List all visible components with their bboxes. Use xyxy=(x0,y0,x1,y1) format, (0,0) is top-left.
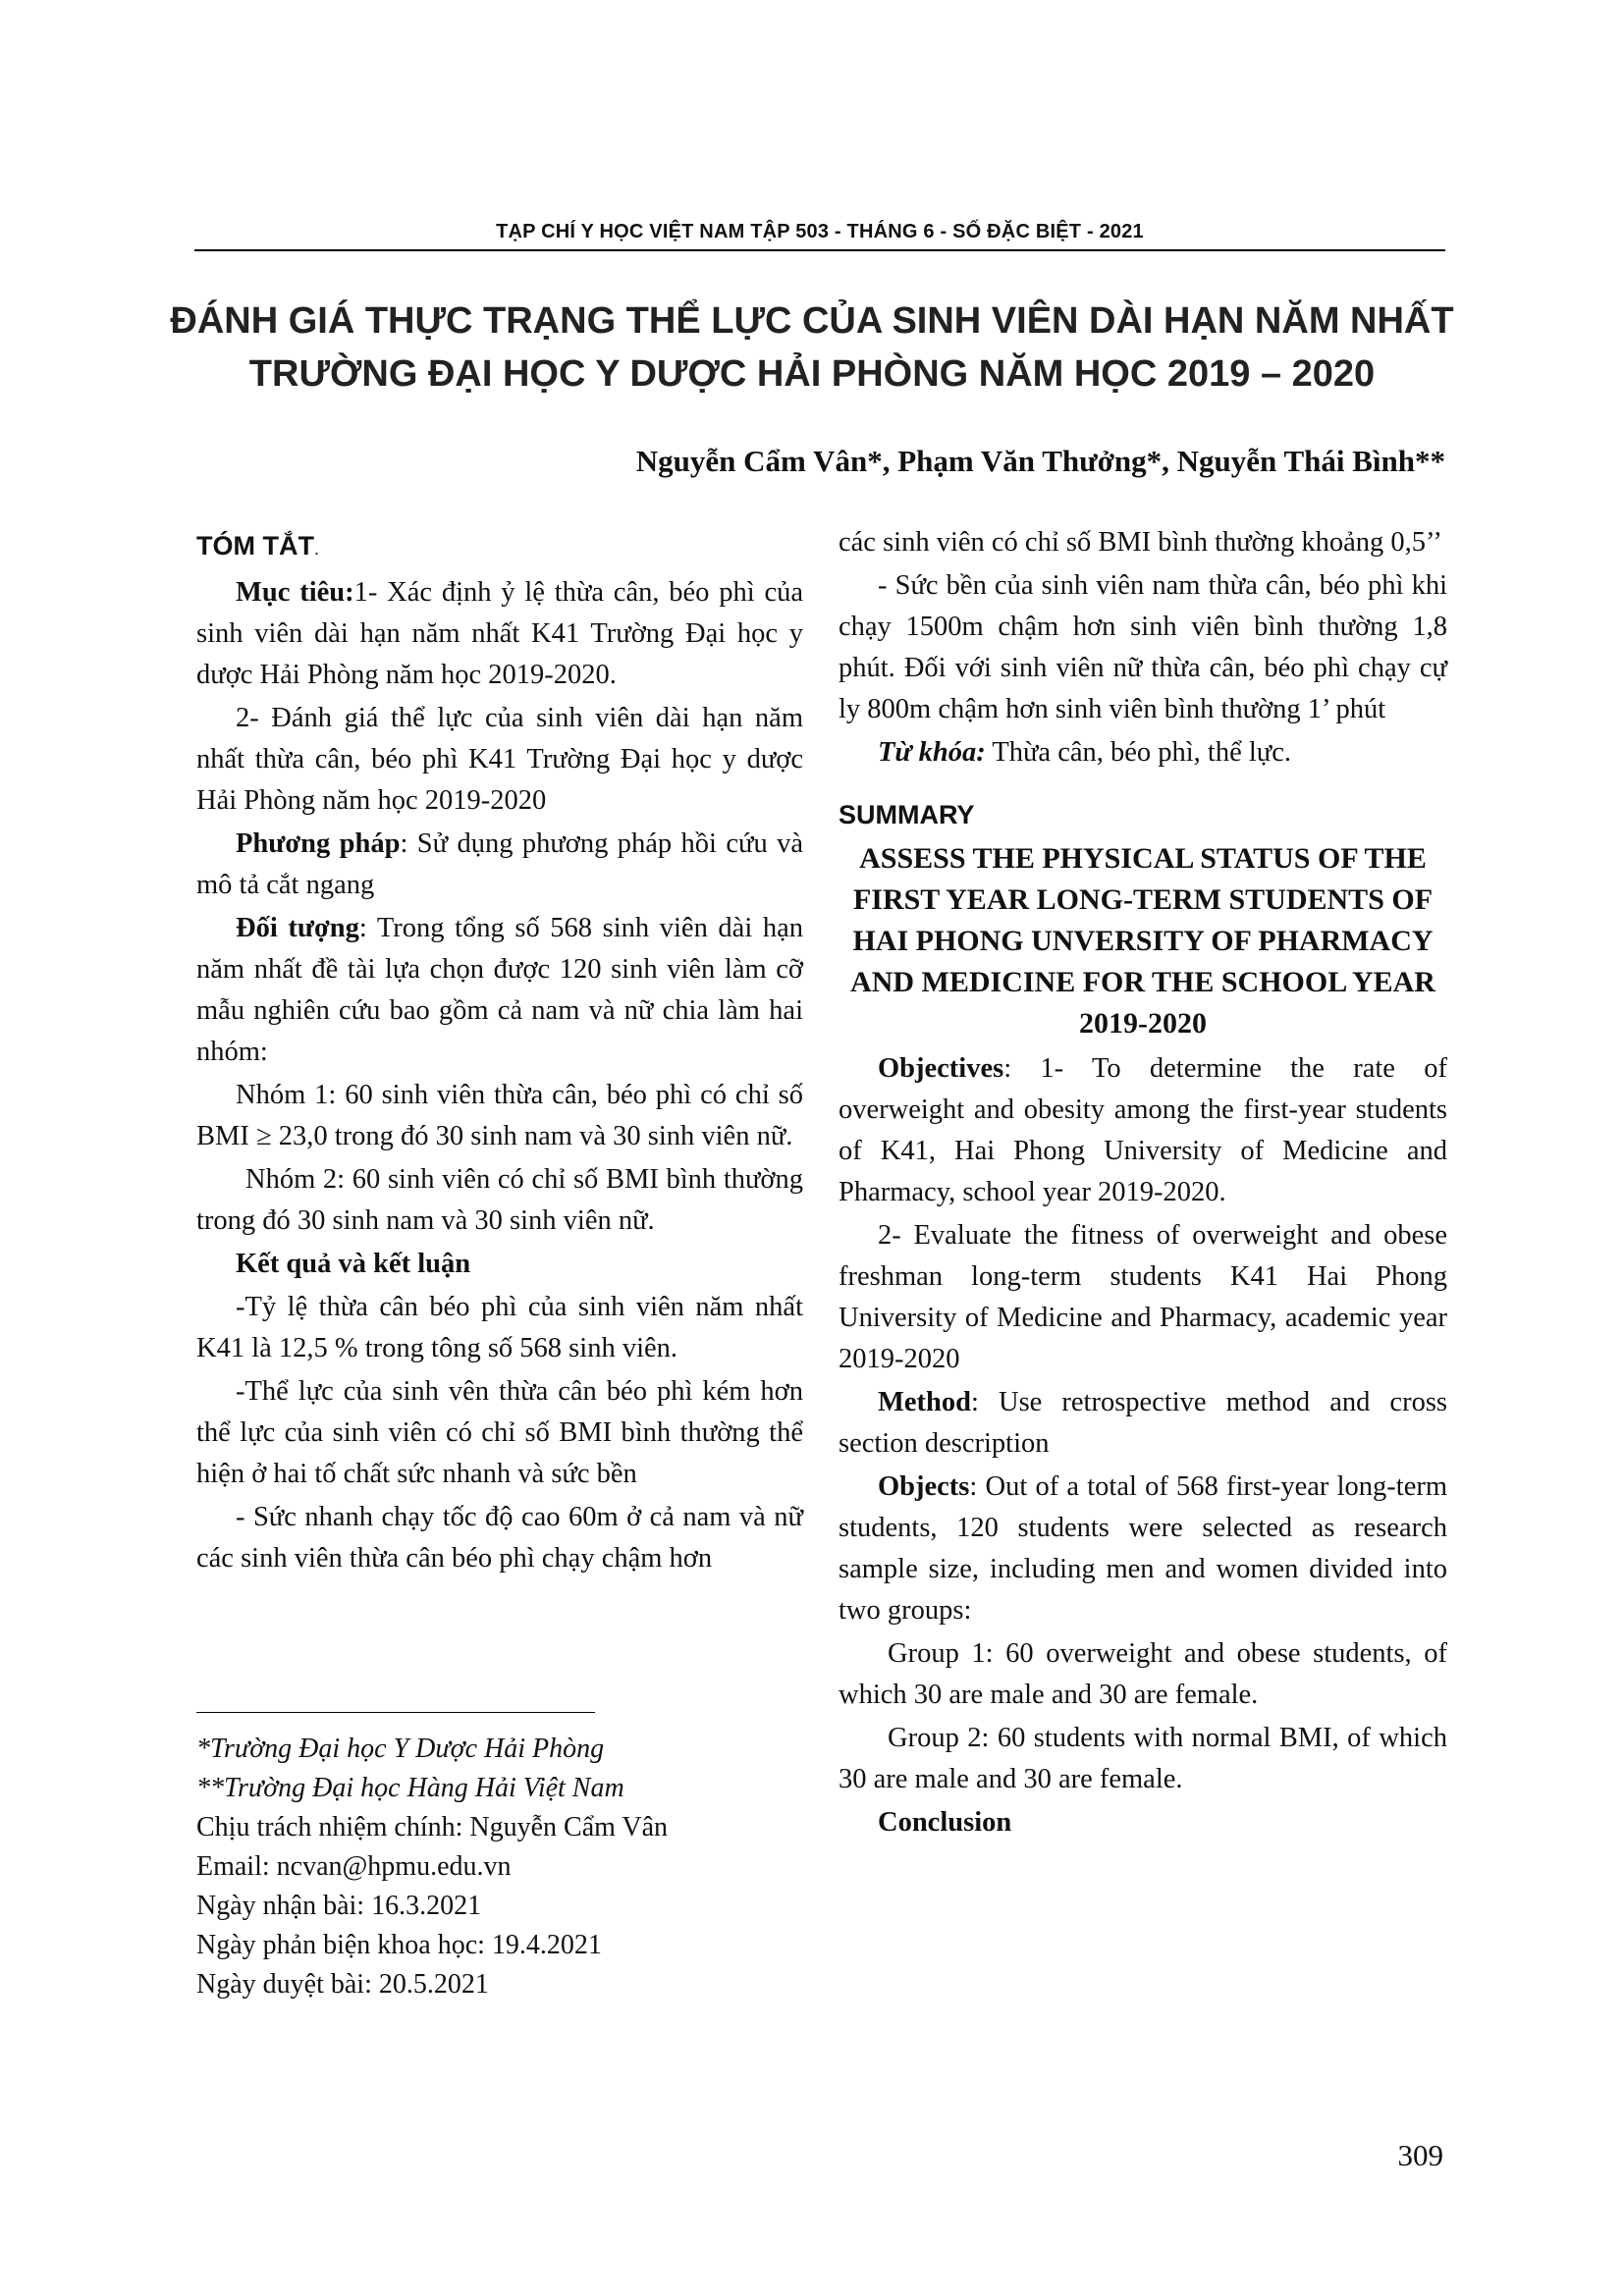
result-2-paragraph: -Thể lực của sinh vên thừa cân béo phì kém hơn thể lực của sinh viên có chỉ số BMI bình thường thể hiện ở hai tố chất sức nhanh và sức bền xyxy=(196,1376,803,1489)
summary-heading: SUMMARY xyxy=(839,800,975,829)
journal-header: TẠP CHÍ Y HỌC VIỆT NAM TẬP 503 - THÁNG 6 - SỐ ĐẶC BIỆT - 2021 xyxy=(194,221,1445,251)
author-list: Nguyễn Cẩm Vân*, Phạm Văn Thưởng*, Nguyễn Thái Bình** xyxy=(635,444,1445,478)
footnotes xyxy=(196,1730,884,2004)
objectives-label: Objectives xyxy=(878,1053,1004,1084)
objective-label: Mục tiêu: xyxy=(236,577,354,608)
objects-text: : Out of a total of 568 first-year long-term students, 120 students were selected as research sample size, including men and women divided into two groups: xyxy=(839,1471,1447,1626)
article-title xyxy=(157,294,1467,400)
author-email: Email: ncvan@hpmu.edu.vn xyxy=(196,1851,512,1882)
objectives-paragraph xyxy=(839,1048,1447,1213)
received-date: Ngày nhận bài: 16.3.2021 xyxy=(196,1891,482,1921)
group-2-paragraph: Nhóm 2: 60 sinh viên có chỉ số BMI bình thường trong đó 30 sinh nam và 30 sinh viên nữ. xyxy=(196,1164,803,1236)
subjects-label: Đối tượng xyxy=(236,913,359,943)
group-1-paragraph: Nhóm 1: 60 sinh viên thừa cân, béo phì có chỉ số BMI ≥ 23,0 trong đó 30 sinh nam và 30 sinh viên nữ. xyxy=(196,1080,803,1151)
result-3-paragraph: - Sức nhanh chạy tốc độ cao 60m ở cả nam và nữ các sinh viên thừa cân béo phì chạy chậm hơn xyxy=(196,1502,803,1574)
conclusion-label: Conclusion xyxy=(878,1807,1012,1838)
objective-2-paragraph: 2- Đánh giá thể lực của sinh viên dài hạn năm nhất thừa cân, béo phì K41 Trường Đại học y dược Hải Phòng năm học 2019-2020 xyxy=(196,703,803,816)
endurance-paragraph: - Sức bền của sinh viên nam thừa cân, béo phì khi chạy 1500m chậm hơn sinh viên bình thường 1,8 phút. Đối với sinh viên nữ thừa cân, béo phì chạy cự ly 800m chậm hơn sinh viên bình thường 1’ phút xyxy=(839,570,1447,724)
method-en-text: : Use retrospective method and cross section description xyxy=(839,1387,1447,1459)
corresponding-author: Chịu trách nhiệm chính: Nguyễn Cẩm Vân xyxy=(196,1812,669,1842)
group-2-en-paragraph: Group 2: 60 students with normal BMI, of which 30 are male and 30 are female. xyxy=(839,1723,1447,1794)
title-line-2: TRƯỜNG ĐẠI HỌC Y DƯỢC HẢI PHÒNG NĂM HỌC 2019 – 2020 xyxy=(248,353,1376,395)
abstract-heading-text: TÓM TẮT xyxy=(196,531,314,561)
method-en-label: Method xyxy=(878,1387,971,1417)
objective-paragraph xyxy=(196,572,803,696)
abstract-heading-dot: . xyxy=(313,539,319,559)
accepted-date: Ngày duyệt bài: 20.5.2021 xyxy=(196,1969,489,2000)
objective-text: 1- Xác định ỷ lệ thừa cân, béo phì của sinh viên dài hạn năm nhất K41 Trường Đại học y dược Hải Phòng năm học 2019-2020. xyxy=(196,577,803,690)
objects-paragraph xyxy=(839,1467,1447,1631)
affiliation-2: **Trường Đại học Hàng Hải Việt Nam xyxy=(196,1773,624,1803)
right-column xyxy=(839,522,1447,1845)
left-column xyxy=(196,522,803,1581)
page-number: 309 xyxy=(1397,2138,1443,2172)
result-1-paragraph: -Tỷ lệ thừa cân béo phì của sinh viên năm nhất K41 là 12,5 % trong tông số 568 sinh viên. xyxy=(196,1292,803,1363)
group-1-en-paragraph: Group 1: 60 overweight and obese students, of which 30 are male and 30 are female. xyxy=(839,1638,1447,1710)
method-label: Phương pháp xyxy=(236,828,401,859)
title-line-1: ĐÁNH GIÁ THỰC TRẠNG THỂ LỰC CỦA SINH VIÊN DÀI HẠN NĂM NHẤT xyxy=(170,300,1454,342)
method-text: : Sử dụng phương pháp hồi cứu và mô tả cắt ngang xyxy=(196,828,803,900)
method-paragraph xyxy=(196,824,803,906)
summary-title: ASSESS THE PHYSICAL STATUS OF THE FIRST YEAR LONG-TERM STUDENTS OF HAI PHONG UNVERSITY OF PHARMACY AND MEDICINE FOR THE SCHOOL YEAR 2019-2020 xyxy=(850,842,1435,1040)
keywords-label: Từ khóa: xyxy=(878,737,986,768)
keywords-text: Thừa cân, béo phì, thể lực. xyxy=(985,737,1292,768)
objects-label: Objects xyxy=(878,1471,970,1502)
results-label: Kết quả và kết luận xyxy=(236,1249,471,1279)
method-en-paragraph xyxy=(839,1382,1447,1465)
reviewed-date: Ngày phản biện khoa học: 19.4.2021 xyxy=(196,1930,602,1960)
subjects-text: : Trong tổng số 568 sinh viên dài hạn năm nhất đề tài lựa chọn được 120 sinh viên làm cỡ mẫu nghiên cứu bao gồm cả nam và nữ chia làm hai nhóm: xyxy=(196,913,803,1067)
objectives-text: : 1- To determine the rate of overweight and obesity among the first-year students of K41, Hai Phong University of Medicine and Pharmacy, school year 2019-2020. xyxy=(839,1053,1447,1207)
footnote-divider xyxy=(196,1712,595,1713)
objectives-2-paragraph: 2- Evaluate the fitness of overweight and obese freshman long-term students K41 Hai Phong University of Medicine and Pharmacy, academic year 2019-2020 xyxy=(839,1220,1447,1374)
affiliation-1: *Trường Đại học Y Dược Hải Phòng xyxy=(196,1734,605,1764)
abstract-heading xyxy=(196,526,803,568)
keywords-paragraph xyxy=(839,732,1447,774)
continued-paragraph: các sinh viên có chỉ số BMI bình thường khoảng 0,5’’ xyxy=(839,527,1442,558)
subjects-paragraph xyxy=(196,908,803,1073)
